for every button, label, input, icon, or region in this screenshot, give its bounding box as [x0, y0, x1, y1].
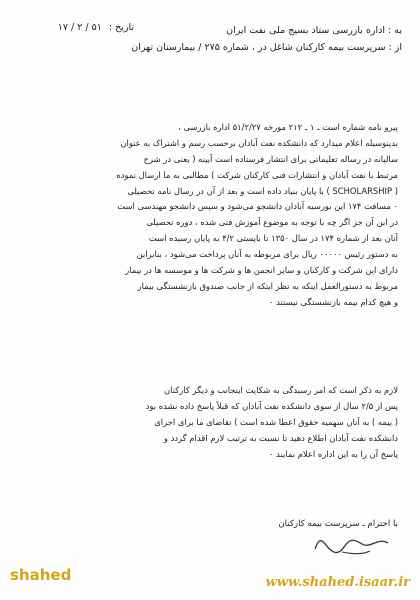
letter-header: [131, 22, 402, 56]
letter-line: به دستور رئیس ۰۰۰۰۰ ریال برای مربوطه به آنان پرداخت می‌شود ، بنابراین: [136, 249, 398, 260]
date-label: تاریخ :: [108, 22, 134, 33]
letter-line: در این آن جز اگر چه با توجه به موضوع آموزش فنی شده ، دوره تحصیلی: [146, 217, 398, 228]
watermark-url: www.shahed.isaar.ir: [265, 575, 410, 590]
handwritten-signature: [312, 535, 392, 557]
letter-line: دانشکده نفت آبادان اطلاع دهید تا نسبت به ترتیب لازم اقدام گردد و: [163, 432, 398, 443]
sender-line: از : سرپرست بیمه کارکنان شاغل در ، شماره ۲۷۵ / بیمارستان تهران: [131, 42, 402, 53]
letter-line: آنان بعد از شماره ۱۷۴ در سال ۱۳۵۰ تا بایستی ۴/۲ به پایان رسیده است: [148, 233, 398, 244]
letter-line: پیرو نامه شماره است ـ ۱ ـ ۲۱۲ مورخه ۵۱/۲/۲۷ اداره بازرسی ،: [178, 122, 398, 132]
letter-line: بدینوسیله اعلام میدارد که دانشکده نفت آبادان برحسب رسم و اشتراک به عنوان: [120, 137, 398, 148]
watermark-logo: shahed: [10, 566, 72, 584]
letter-paragraph-1: [22, 120, 398, 311]
letter-line: مربوط به دستورالعمل اینکه به نظر اینکه از جانب صندوق بازنشستگی بیمار: [137, 280, 398, 291]
letter-line: سالیانه در رساله تعلیماتی برای انتشار فرستاده است آیینه ( یعنی در شرح: [143, 153, 398, 164]
letter-line: ( SCHOLARSHIP ) با پایان بنیاد داده است و بعد از آن در رسال نامه تحصیلی: [127, 185, 398, 196]
recipient-line: به : اداره بازرسی ستاد بسیج ملی نفت ایران: [226, 25, 402, 36]
signature-closing: با احترام ـ سرپرست بیمه کارکنان: [278, 519, 398, 529]
letter-line: مرتبط با نفت آبادان و انتشارات فنی کارکنان شرکت ) مطالبی به ما ارسال نموده: [116, 169, 398, 180]
letter-line: ۰ مسافت ۱۷۴ این بورسیه آبادان دانشجو می‌شود و سپس دانشجو مهندسی است: [117, 201, 398, 212]
letter-line: پس از ۲/۵ سال از سوی دانشکده نفت آبادان که قبلاً پاسخ داده نشده بود: [145, 400, 398, 411]
letter-line: و هیچ کدام بیمه بازنشستگی نیستند ۰: [268, 296, 398, 307]
letter-line: ( بیمه ) به آنان سهمیه حقوق اعطا شده است ) تقاضای ما برای اجرای: [154, 416, 398, 427]
letter-line: دارای این شرکت و کارکنان و سایر انجمن ها و شرکت ها و موسسه ها در بیمار: [125, 265, 398, 276]
date-line: [24, 22, 134, 33]
letter-line: لازم به ذکر است که امر رسیدگی به شکایت اینجانب و دیگر کارکنان: [164, 385, 398, 395]
letter-line: پاسخ آن را به این اداره اعلام نمایند ۰: [268, 448, 398, 459]
date-value: ۵۱ / ۲ / ۱۷: [57, 22, 102, 33]
letter-paragraph-2: [22, 383, 398, 462]
